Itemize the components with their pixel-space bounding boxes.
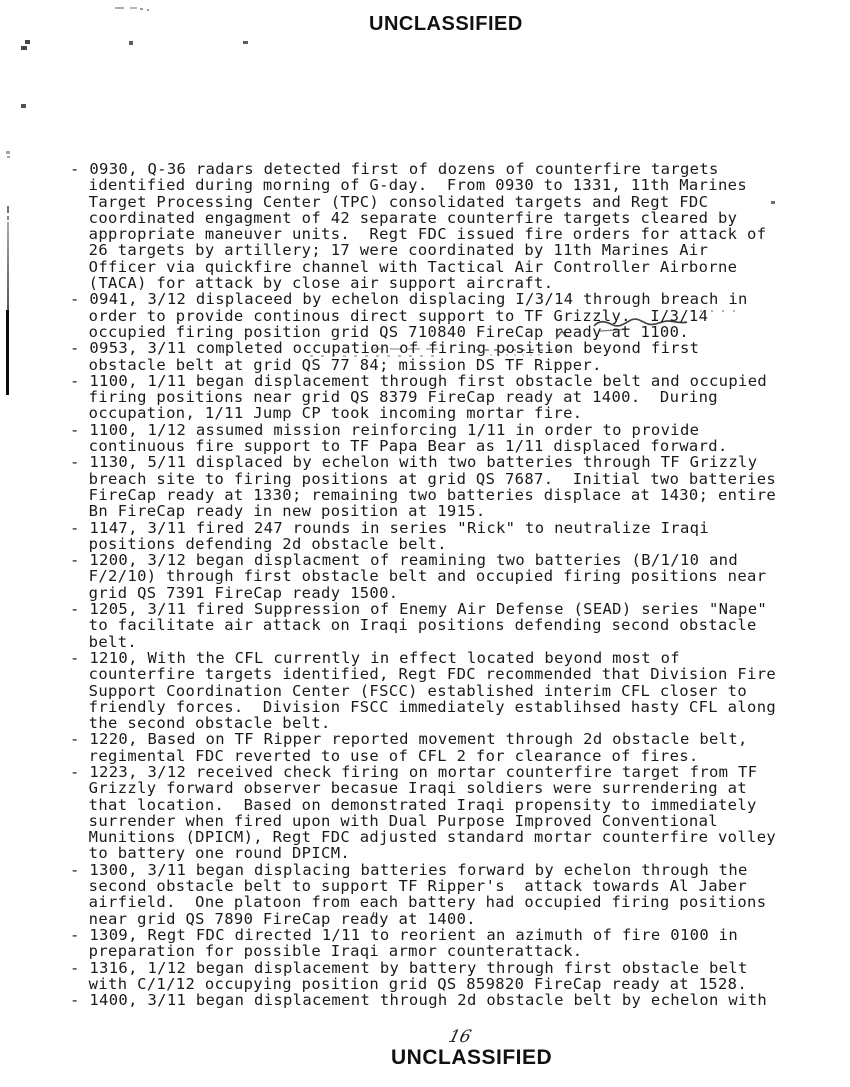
timeline-entry: - 0930, Q-36 radars detected first of dozens of counterfire targets identified during morning of G-day. From 0930 to 1331, 11th Marines Target Processing Center (TPC) consolidated targets and Regt FDC coordinated engagment of 42 separate counterfire targets cleared by appropriate maneuver units. Regt FDC issued fire orders for attack of 26 targets by artillery; 17 were coordinated by 11th Marines Air Officer via quickfire channel with Tactical Air Controller Airborne (TACA) for attack by close air support aircraft. xyxy=(70,160,777,293)
timeline-entry: - 1309, Regt FDC directed 1/11 to reorient an azimuth of fire 0100 in preparation for possible Iraqi armor counterattack. xyxy=(70,925,748,961)
timeline-entry: - 1100, 1/12 assumed mission reinforcing 1/11 in order to provide continuous fire support to TF Papa Bear as 1/11 displaced forward. xyxy=(70,420,728,456)
timeline-entry: - 0953, 3/11 completed occupation of firing position beyond first obstacle belt at grid QS 77 84; mission DS TF Ripper. xyxy=(70,339,710,374)
page-number: 16 xyxy=(446,1027,474,1047)
timeline-entry: - 1210, With the CFL currently in effect located beyond most of counterfire targets identified, Regt FDC recommended that Division Fire Support Coordination Center (FSCC) established interim CFL closer to friendly forces. Division FSCC immediately establihsed hasty CFL along the second obstacle belt. xyxy=(70,648,786,733)
scan-speck xyxy=(21,46,27,50)
timeline-entry: - 1223, 3/12 received check firing on mortar counterfire target from TF Grizzly forward observer becasue Iraqi soldiers were surrendering at that location. Based on demonstrated Iraqi propensity to immediately surrender when fired upon with Dual Purpose Improved Conventional Munitions (DPICM), Regt FDC adjusted standard mortar counterfire volley to battery one round DPICM. xyxy=(70,762,786,863)
timeline-entry: - 1100, 1/11 began displacement through first obstacle belt and occupied firing positions near grid QS 8379 FireCap ready at 1400. During occupation, 1/11 Jump CP took incoming mortar fire. xyxy=(70,371,777,423)
timeline-entry: - 1316, 1/12 began displacement by battery through first obstacle belt with C/1/12 occupying position grid QS 859820 FireCap ready at 1528. xyxy=(70,958,758,993)
timeline-list xyxy=(70,160,786,1010)
scan-speck xyxy=(147,9,149,11)
classification-header: UNCLASSIFIED xyxy=(369,13,523,35)
timeline-entry: - 1400, 3/11 began displacement through 2d obstacle belt by echelon with xyxy=(70,991,768,1010)
timeline-entry: - 1300, 3/11 began displacing batteries forward by echelon through the second obstacle belt to support TF Ripper's attack towards Al Jaber airfield. One platoon from each battery had occupied firing positions near grid QS 7890 FireCap ready at 1400. xyxy=(70,860,777,928)
scan-speck xyxy=(130,7,137,9)
timeline-entry: - 0941, 3/12 displaceed by echelon displacing I/3/14 through breach in order to provide continous direct support to TF Grizzly. I/3/14 occupied firing position grid QS 710840 FireCap ready at 1100. xyxy=(70,290,758,341)
scan-speck xyxy=(21,104,26,108)
timeline-entry: - 1147, 3/11 fired 247 rounds in series "Rick" to neutralize Iraqi positions defending 2d obstacle belt. xyxy=(70,518,719,553)
scan-speck xyxy=(7,156,10,158)
scan-speck xyxy=(6,151,10,154)
timeline-entry: - 1205, 3/11 fired Suppression of Enemy Air Defense (SEAD) series "Nape" to facilitate air attack on Iraqi positions defending second obstacle belt. xyxy=(70,600,777,651)
timeline-entry: - 1200, 3/12 began displacment of reamining two batteries (B/1/10 and F/2/10) through first obstacle belt and occupied firing positions near grid QS 7391 FireCap ready 1500. xyxy=(70,551,777,602)
scan-speck xyxy=(243,41,248,44)
timeline-entry: - 1130, 5/11 displaced by echelon with two batteries through TF Grizzly breach site to firing positions at grid QS 7687. Initial two batteries FireCap ready at 1330; remaining two batteries displace at 1430; entire Bn FireCap ready in new position at 1915. xyxy=(70,453,786,521)
scan-speck xyxy=(25,40,30,44)
scan-streak-artifact xyxy=(7,206,9,213)
scan-speck xyxy=(129,41,133,45)
scan-streak-artifact xyxy=(7,216,9,220)
scan-streak-artifact xyxy=(7,222,9,312)
scan-streak-artifact xyxy=(6,310,9,395)
scan-speck xyxy=(115,7,124,9)
classification-footer: UNCLASSIFIED xyxy=(391,1046,553,1069)
timeline-entry: - 1220, Based on TF Ripper reported movement through 2d obstacle belt, regimental FDC reverted to use of CFL 2 for clearance of fires. xyxy=(70,730,758,765)
scan-speck xyxy=(140,8,143,10)
